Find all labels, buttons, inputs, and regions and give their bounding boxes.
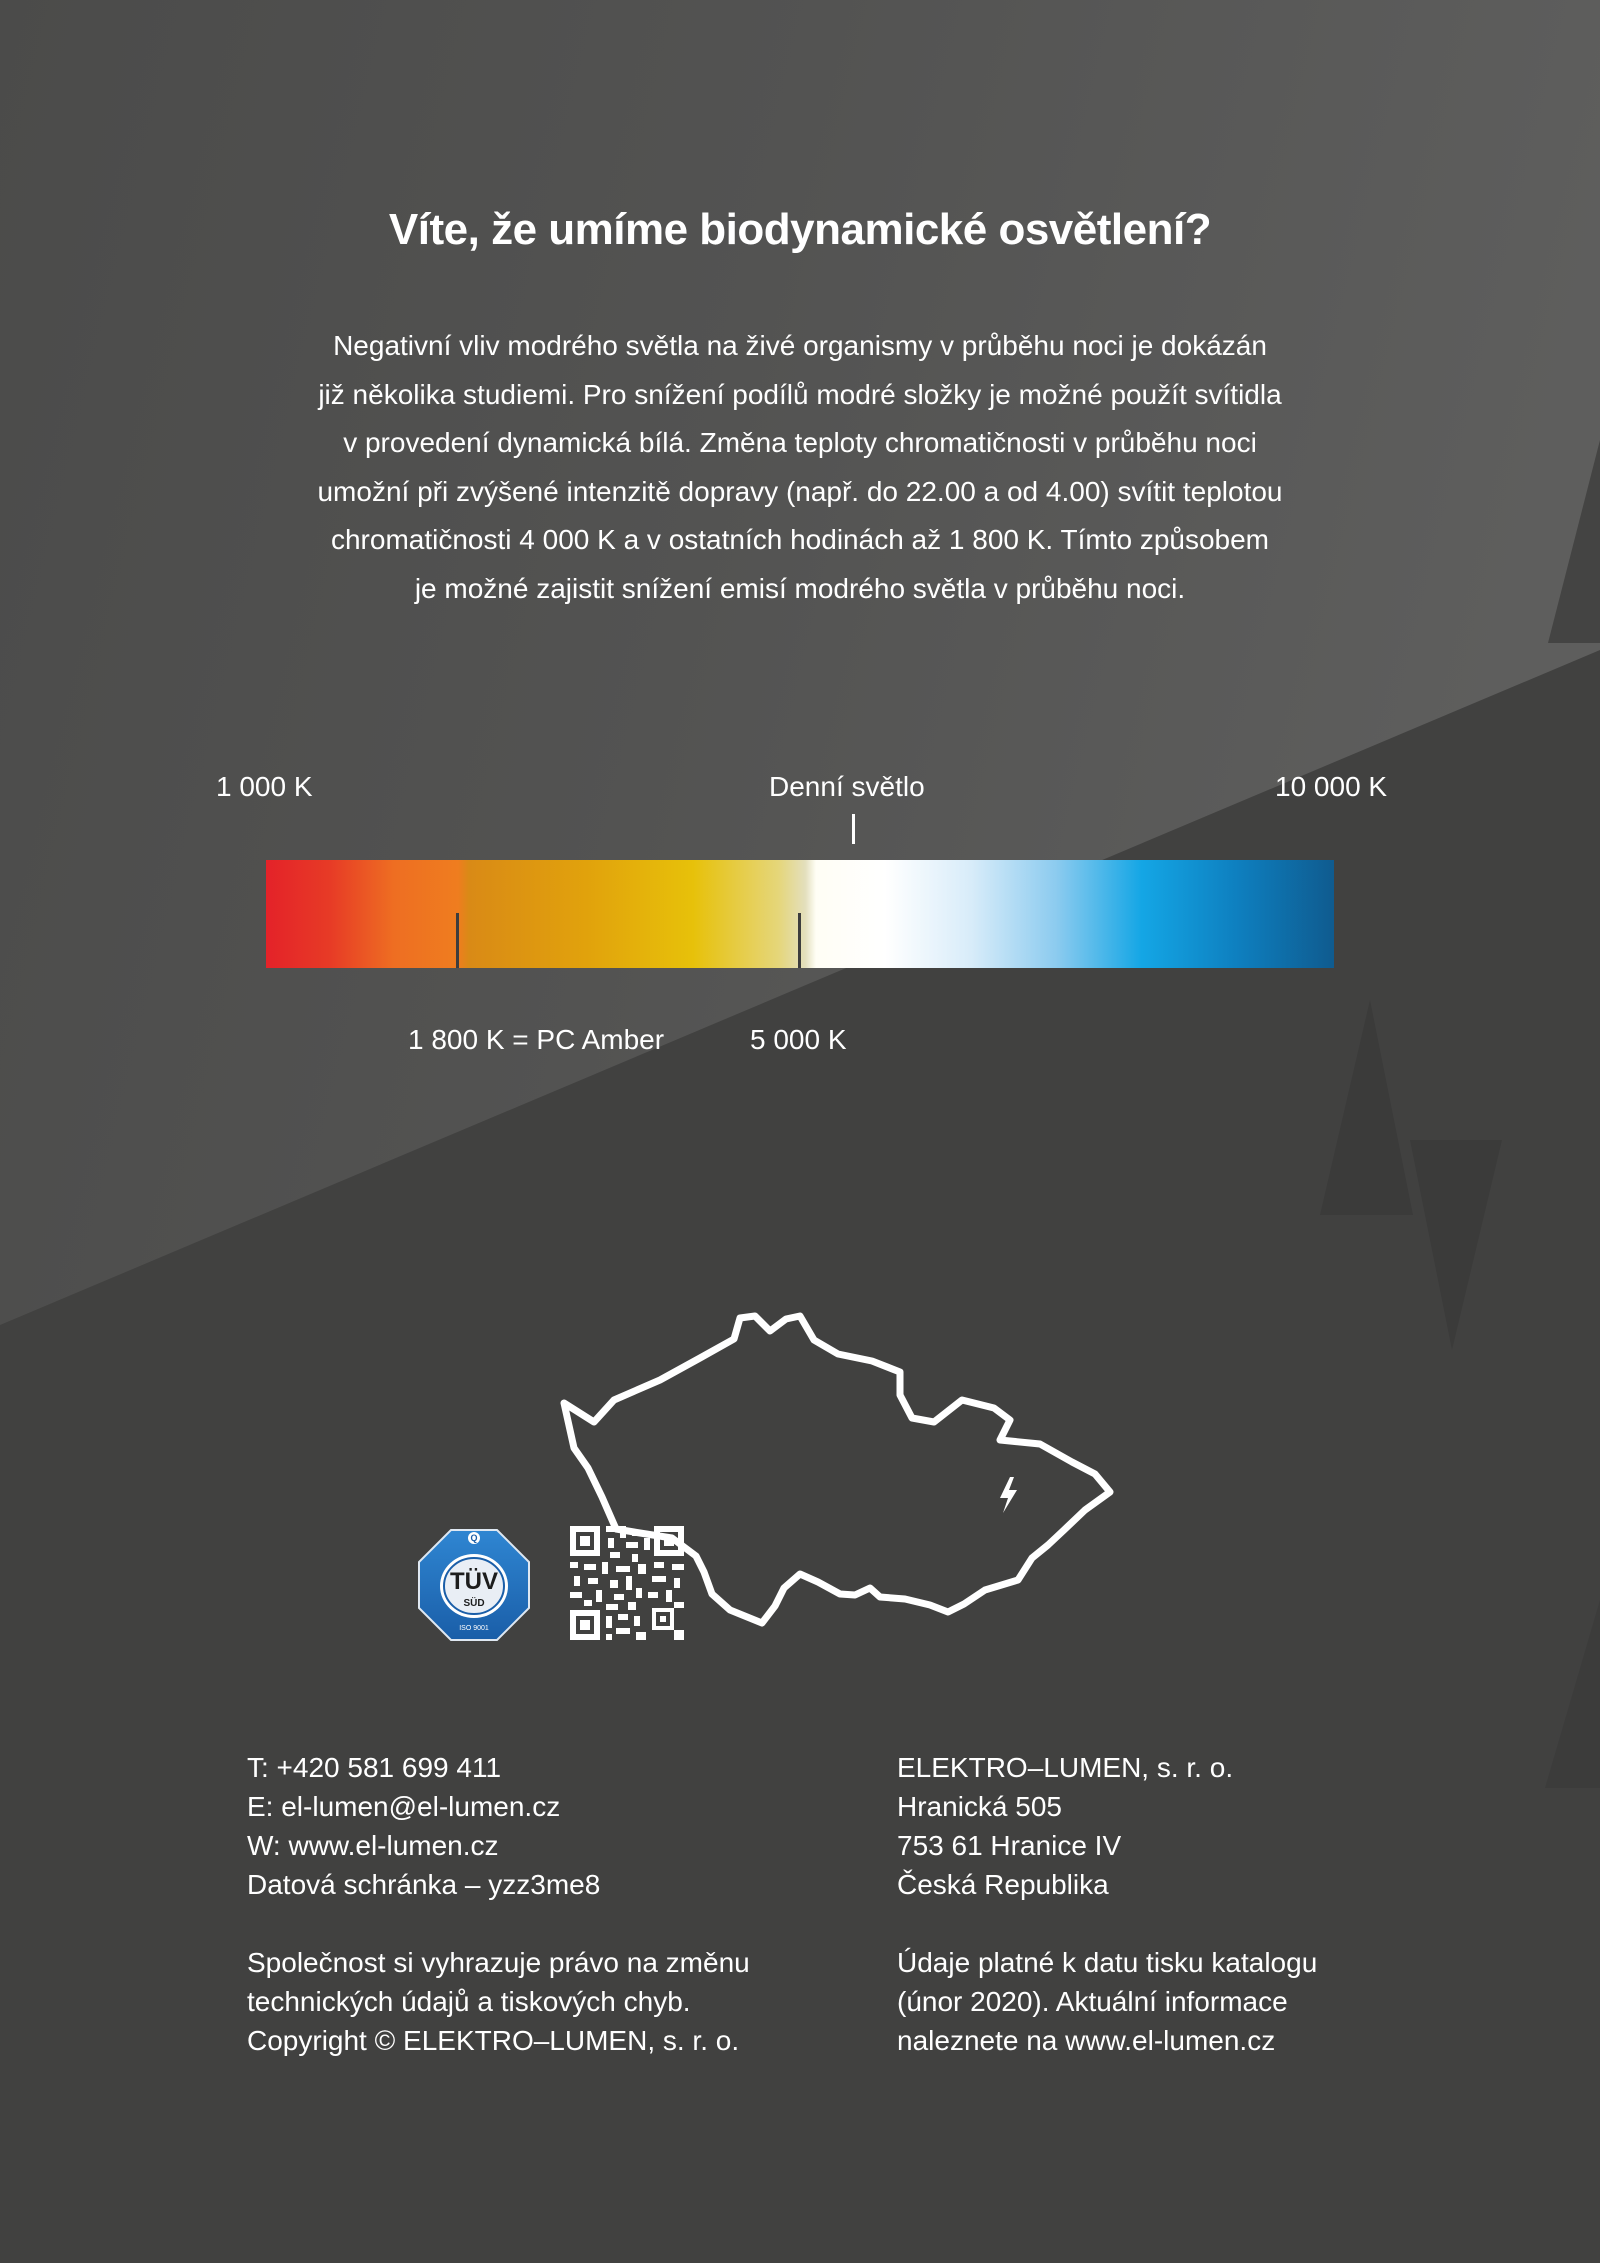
country-text: Česká Republika xyxy=(897,1869,1109,1900)
intro-paragraph xyxy=(240,322,1360,613)
qr-code-icon xyxy=(570,1526,684,1640)
disclaimer-line: technických údajů a tiskových chyb. xyxy=(247,1986,691,2017)
badge-iso-text: ISO 9001 xyxy=(459,1625,489,1632)
street-text: Hranická 505 xyxy=(897,1791,1062,1822)
daylight-label: Denní světlo xyxy=(769,771,925,802)
amber-label: 1 800 K = PC Amber xyxy=(408,1024,665,1055)
contact-info xyxy=(247,1748,750,2060)
validity-line: Údaje platné k datu tisku katalogu xyxy=(897,1947,1318,1978)
disclaimer-line: Společnost si vyhrazuje právo na změnu xyxy=(247,1947,750,1978)
intro-line: již několika studiemi. Pro snížení podílů modré složky je možné použít svítidla xyxy=(318,378,1282,410)
databox-text: Datová schránka – yzz3me8 xyxy=(247,1869,601,1900)
intro-line: v provedení dynamická bílá. Změna teploty chromatičnosti v průběhu noci xyxy=(343,427,1257,458)
intro-line: je možné zajistit snížení emisí modrého světla v průběhu noci. xyxy=(414,572,1186,604)
copyright-text: Copyright © ELEKTRO–LUMEN, s. r. o. xyxy=(247,2025,740,2056)
city-text: 753 61 Hranice IV xyxy=(897,1830,1122,1861)
scale-max-label: 10 000 K xyxy=(1275,771,1388,802)
badge-q-text: Q xyxy=(470,1533,478,1543)
daylight-marker xyxy=(852,814,855,844)
badge-sud-text: SÜD xyxy=(463,1598,485,1609)
validity-line: naleznete na www.el-lumen.cz xyxy=(897,2025,1276,2056)
phone-text: T: +420 581 699 411 xyxy=(247,1752,502,1783)
intro-line: chromatičnosti 4 000 K a v ostatních hodinách až 1 800 K. Tímto způsobem xyxy=(330,524,1269,555)
intro-line: Negativní vliv modrého světla na živé organismy v průběhu noci je dokázán xyxy=(333,330,1267,361)
k5000-label: 5 000 K xyxy=(750,1024,847,1055)
amber-tick xyxy=(456,913,459,968)
badge-tuv-text: TÜV xyxy=(450,1568,498,1595)
web-text: W: www.el-lumen.cz xyxy=(247,1830,499,1861)
email-text: E: el-lumen@el-lumen.cz xyxy=(247,1791,561,1822)
company-name: ELEKTRO–LUMEN, s. r. o. xyxy=(897,1752,1234,1783)
validity-line: (únor 2020). Aktuální informace xyxy=(897,1986,1288,2017)
k5000-tick xyxy=(798,913,801,968)
scale-min-label: 1 000 K xyxy=(216,771,313,802)
company-address xyxy=(897,1748,1317,2060)
tuv-sud-certification-badge xyxy=(417,1528,531,1642)
intro-line: umožní při zvýšené intenzitě dopravy (např. do 22.00 a od 4.00) svítit teplotou xyxy=(317,475,1283,507)
page-title: Víte, že umíme biodynamické osvětlení? xyxy=(388,205,1212,254)
